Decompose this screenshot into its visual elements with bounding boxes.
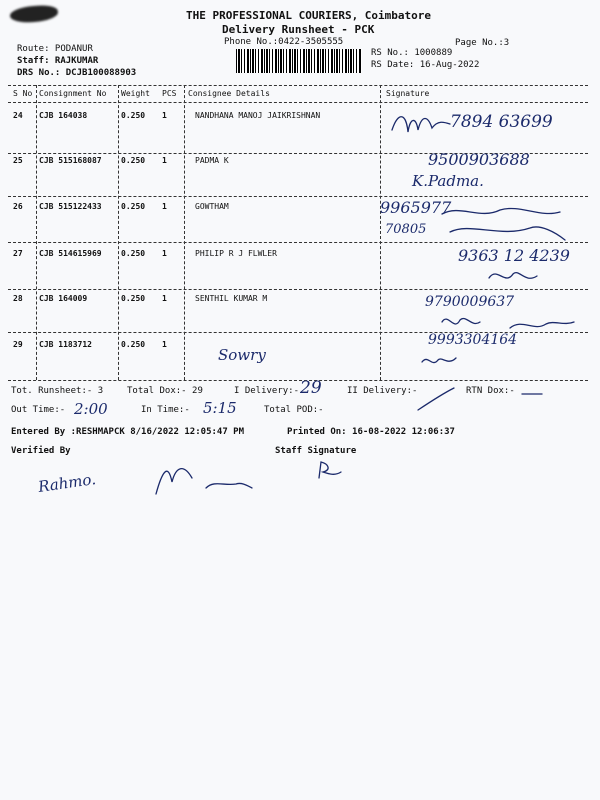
- row-pcs: 1: [162, 111, 167, 120]
- row-consignment-no: CJB 1183712: [39, 340, 92, 349]
- doc-title: Delivery Runsheet - PCK: [222, 23, 375, 36]
- out-time-value: 2:00: [74, 400, 108, 418]
- staff-signature-label: Staff Signature: [275, 446, 357, 456]
- handwritten-signature: [420, 352, 460, 370]
- table-header-rule: [8, 102, 588, 103]
- staff-signature: [315, 458, 345, 482]
- printed-on: Printed On: 16-08-2022 12:06:37: [287, 427, 455, 437]
- row-weight: 0.250: [121, 156, 146, 165]
- i-delivery-value: 29: [300, 378, 322, 398]
- col-header-consignee: Consignee Details: [188, 89, 270, 98]
- row-consignee: SENTHIL KUMAR M: [195, 294, 268, 303]
- handwritten-dash: [416, 386, 456, 414]
- ii-delivery-label: II Delivery:-: [347, 386, 418, 396]
- handwritten-name: K.Padma.: [412, 172, 484, 190]
- row-sno: 28: [13, 294, 23, 303]
- phone-number: Phone No.:0422-3505555: [224, 37, 344, 47]
- row-sno: 25: [13, 156, 23, 165]
- total-dox: Total Dox:- 29: [127, 386, 203, 396]
- out-time-label: Out Time:-: [11, 405, 66, 415]
- row-weight: 0.250: [121, 202, 146, 211]
- rtn-dox-label: RTN Dox:-: [466, 386, 515, 396]
- row-pcs: 1: [162, 156, 167, 165]
- col-header-weight: Weight: [121, 89, 150, 98]
- handwritten-signature: [388, 108, 458, 148]
- rs-number: RS No.: 1000889: [371, 48, 453, 58]
- page-number: Page No.:3: [455, 38, 510, 48]
- col-header-sno: S No: [13, 89, 33, 98]
- company-name: THE PROFESSIONAL COURIERS, Coimbatore: [186, 9, 432, 22]
- col-divider: [184, 85, 185, 380]
- i-delivery-label: I Delivery:-: [234, 386, 300, 396]
- row-sno: 29: [13, 340, 23, 349]
- table-bottom-rule: [8, 380, 588, 381]
- route: Route: PODANUR: [17, 44, 93, 54]
- rs-date: RS Date: 16-Aug-2022: [371, 60, 480, 70]
- col-divider: [118, 85, 119, 380]
- entered-by: Entered By :RESHMAPCK 8/16/2022 12:05:47 PM: [11, 427, 244, 437]
- row-weight: 0.250: [121, 340, 146, 349]
- table-top-rule: [8, 85, 588, 86]
- handwritten-phone: 9790009637: [425, 294, 515, 310]
- row-weight: 0.250: [121, 111, 146, 120]
- row-weight: 0.250: [121, 294, 146, 303]
- handwritten-phone: 9363 12 4239: [458, 246, 570, 265]
- row-divider: [8, 289, 588, 290]
- row-pcs: 1: [162, 294, 167, 303]
- handwritten-name: Sowry: [218, 346, 266, 364]
- redaction-blot: [10, 4, 59, 23]
- row-pcs: 1: [162, 249, 167, 258]
- col-divider: [36, 85, 37, 380]
- row-consignment-no: CJB 164038: [39, 111, 88, 120]
- row-consignee: PHILIP R J FLWLER: [195, 249, 277, 258]
- row-sno: 24: [13, 111, 23, 120]
- handwritten-phone: 9965977: [380, 198, 452, 217]
- handwritten-scribble: [440, 202, 570, 246]
- staff: Staff: RAJKUMAR: [17, 56, 99, 66]
- handwritten-phone: 9993304164: [428, 332, 518, 348]
- row-weight: 0.250: [121, 249, 146, 258]
- row-sno: 26: [13, 202, 23, 211]
- row-divider: [8, 196, 588, 197]
- handwritten-phone: 7894 63699: [450, 112, 553, 132]
- handwritten-dash: [520, 390, 544, 398]
- row-consignment-no: CJB 514615969: [39, 249, 102, 258]
- total-pod-label: Total POD:-: [264, 405, 324, 415]
- barcode: [236, 49, 362, 73]
- row-consignee: GOWTHAM: [195, 202, 229, 211]
- col-header-pcs: PCS: [162, 89, 177, 98]
- in-time-label: In Time:-: [141, 405, 190, 415]
- row-sno: 27: [13, 249, 23, 258]
- verifier-signature: [154, 458, 254, 504]
- col-header-signature: Signature: [386, 89, 430, 98]
- row-consignee: PADMA K: [195, 156, 229, 165]
- row-consignment-no: CJB 515168087: [39, 156, 102, 165]
- total-runsheet: Tot. Runsheet:- 3: [11, 386, 104, 396]
- col-header-consignment: Consignment No: [39, 89, 107, 98]
- row-consignee: NANDHANA MANOJ JAIKRISHNAN: [195, 111, 321, 120]
- handwritten-phone-2: 70805: [385, 222, 427, 237]
- row-consignment-no: CJB 164009: [39, 294, 88, 303]
- col-divider: [380, 85, 381, 380]
- handwritten-phone: 9500903688: [428, 150, 530, 169]
- row-pcs: 1: [162, 202, 167, 211]
- row-pcs: 1: [162, 340, 167, 349]
- in-time-value: 5:15: [203, 399, 237, 417]
- row-consignment-no: CJB 515122433: [39, 202, 102, 211]
- drs-number: DRS No.: DCJB100088903: [17, 68, 137, 78]
- verified-by-label: Verified By: [11, 446, 71, 456]
- row-divider: [8, 242, 588, 243]
- handwritten-signature: [485, 264, 545, 290]
- verified-signature: Rahmo.: [37, 470, 97, 496]
